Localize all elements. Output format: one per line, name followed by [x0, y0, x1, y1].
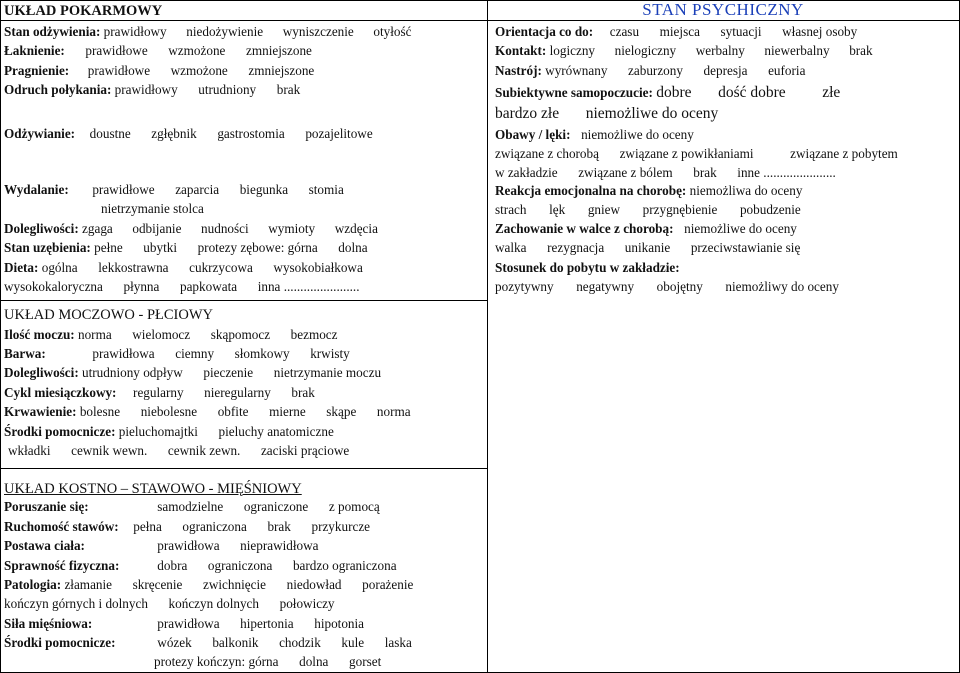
field-label: Stosunek do pobytu w zakładzie:	[495, 260, 680, 275]
option[interactable]: niemożliwy do oceny	[725, 279, 839, 294]
option[interactable]: pełne	[94, 240, 123, 255]
option[interactable]: zwichnięcie	[203, 577, 266, 592]
option[interactable]: pieczenie	[203, 365, 254, 380]
row-zachowanie	[495, 220, 797, 238]
option[interactable]: utrudniony odpływ	[82, 365, 183, 380]
option[interactable]: protezy zębowe: górna	[197, 240, 318, 255]
option[interactable]: odbijanie	[132, 221, 182, 236]
option[interactable]: wzmożone	[170, 63, 228, 78]
row-barwa	[4, 345, 350, 363]
option[interactable]: sytuacji	[720, 24, 762, 39]
option[interactable]: wkładki	[8, 443, 51, 458]
option[interactable]: wysokobiałkowa	[273, 260, 363, 275]
option[interactable]: samodzielne	[157, 499, 224, 514]
field-label: Barwa:	[4, 346, 46, 361]
option[interactable]: unikanie	[624, 240, 671, 255]
option[interactable]: papkowata	[179, 279, 238, 294]
row-obawy-cont	[495, 145, 898, 163]
option[interactable]: utrudniony	[198, 82, 257, 97]
row-reakcja-cont	[495, 201, 801, 219]
option[interactable]: dolna	[338, 240, 368, 255]
option[interactable]: zaparcia	[175, 182, 220, 197]
option[interactable]: skąpe	[326, 404, 357, 419]
section-title: UKŁAD KOSTNO – STAWOWO - MIĘŚNIOWY	[4, 481, 302, 497]
field-label: Orientacja co do:	[495, 24, 594, 39]
field-label: Cykl miesiączkowy:	[4, 385, 117, 400]
option[interactable]: zgaga	[82, 221, 113, 236]
option[interactable]: logiczny	[549, 43, 596, 58]
field-label: Zachowanie w walce z chorobą:	[495, 221, 674, 236]
option[interactable]: krwisty	[310, 346, 350, 361]
option[interactable]: nudności	[201, 221, 249, 236]
option[interactable]: lęk	[549, 202, 566, 217]
option[interactable]: pobudzenie	[739, 202, 801, 217]
option[interactable]: prawidłowe	[85, 43, 148, 58]
option[interactable]: ograniczone	[243, 499, 309, 514]
option[interactable]: nieregularny	[204, 385, 271, 400]
option[interactable]: pieluchomajtki	[118, 424, 198, 439]
option[interactable]: obojętny	[656, 279, 703, 294]
option[interactable]: cukrzycowa	[189, 260, 253, 275]
option[interactable]: ograniczona	[182, 519, 247, 534]
option[interactable]: zgłębnik	[151, 126, 197, 141]
option[interactable]: gorset	[349, 654, 382, 669]
option[interactable]: kończyn górnych i dolnych	[4, 596, 148, 611]
option[interactable]: złe	[822, 84, 841, 101]
option[interactable]: przygnębienie	[642, 202, 718, 217]
option[interactable]: strach	[495, 202, 527, 217]
field-label: Ruchomość stawów:	[4, 519, 119, 534]
option[interactable]: niewerbalny	[764, 43, 830, 58]
field-label: Nastrój:	[495, 63, 542, 78]
field-label: Subiektywne samopoczucie:	[495, 85, 653, 100]
option[interactable]: inne ......................	[737, 165, 836, 180]
option[interactable]: przeciwstawianie się	[690, 240, 801, 255]
option[interactable]: z pomocą	[328, 499, 380, 514]
option[interactable]: zaciski prąciowe	[260, 443, 350, 458]
option[interactable]: prawidłowa	[92, 346, 155, 361]
option[interactable]: złamanie	[64, 577, 113, 592]
field-label: Ilość moczu:	[4, 327, 75, 342]
row-orientacja	[495, 23, 857, 41]
option[interactable]: ciemny	[175, 346, 215, 361]
row-poruszanie	[4, 498, 380, 516]
option[interactable]: czasu	[609, 24, 640, 39]
option[interactable]: pozytywny	[495, 279, 554, 294]
option[interactable]: słomkowy	[234, 346, 290, 361]
option[interactable]: bardzo złe	[495, 105, 560, 122]
option[interactable]: prawidłowy	[114, 82, 178, 97]
option[interactable]: kończyn dolnych	[168, 596, 259, 611]
option[interactable]: protezy kończyn: górna	[154, 654, 279, 669]
option[interactable]: norma	[376, 404, 411, 419]
option[interactable]: werbalny	[695, 43, 745, 58]
option[interactable]: niedowład	[286, 577, 342, 592]
option[interactable]: nieprawidłowa	[240, 538, 319, 553]
option[interactable]: własnej osoby	[782, 24, 858, 39]
row-srodki-mocz	[4, 423, 334, 441]
option[interactable]: niemożliwe do oceny	[585, 105, 719, 122]
option[interactable]: regularny	[133, 385, 184, 400]
option[interactable]: ubytki	[143, 240, 177, 255]
field-label: Kontakt:	[495, 43, 547, 58]
field-label: Dieta:	[4, 260, 39, 275]
option[interactable]: nietrzymanie stolca	[101, 201, 204, 216]
option[interactable]: związane z pobytem	[790, 146, 898, 161]
option[interactable]: wysokokaloryczna	[4, 279, 103, 294]
option[interactable]: cewnik zewn.	[167, 443, 241, 458]
row-postawa	[4, 537, 319, 555]
option[interactable]: połowiczy	[279, 596, 335, 611]
option[interactable]: norma	[77, 327, 112, 342]
field-label: Dolegliwości:	[4, 365, 79, 380]
option[interactable]: wzmożone	[168, 43, 226, 58]
option[interactable]: wzdęcia	[334, 221, 378, 236]
option[interactable]: wyrównany	[545, 63, 608, 78]
option[interactable]: laska	[384, 635, 412, 650]
column-divider	[487, 0, 488, 673]
row-divider	[487, 20, 959, 21]
field-label: Patologia:	[4, 577, 62, 592]
option[interactable]: przykurcze	[311, 519, 371, 534]
option[interactable]: brak	[849, 43, 873, 58]
option[interactable]: nielogiczny	[614, 43, 677, 58]
row-srodki-kostno	[4, 634, 412, 652]
section-title: UKŁAD POKARMOWY	[4, 3, 163, 19]
option[interactable]: dobra	[157, 558, 188, 573]
option[interactable]: pełna	[133, 519, 162, 534]
row-laknienie	[4, 42, 312, 60]
field-label: Obawy / lęki:	[495, 127, 571, 142]
option[interactable]: mierne	[269, 404, 306, 419]
option[interactable]: związane z chorobą	[495, 146, 599, 161]
field-label: Środki pomocnicze:	[4, 635, 116, 650]
row-odzywianie	[4, 125, 373, 143]
option[interactable]: zaburzony	[628, 63, 683, 78]
option[interactable]: stomia	[308, 182, 344, 197]
field-label: Odruch połykania:	[4, 82, 112, 97]
option[interactable]: brak	[291, 385, 315, 400]
row-srodki-kostno-cont	[154, 653, 381, 671]
option[interactable]: bolesne	[79, 404, 121, 419]
row-srodki-mocz-cont	[8, 442, 349, 460]
field-label: Stan odżywienia:	[4, 24, 101, 39]
row-krwawienie	[4, 403, 411, 421]
option[interactable]: niemożliwe do oceny	[684, 221, 797, 236]
option[interactable]: hipertonia	[240, 616, 294, 631]
option[interactable]: płynna	[123, 279, 160, 294]
option[interactable]: pozajelitowe	[305, 126, 373, 141]
option[interactable]: prawidłowa	[157, 538, 220, 553]
row-reakcja	[495, 182, 802, 200]
option[interactable]: doustne	[89, 126, 131, 141]
option[interactable]: bezmocz	[290, 327, 338, 342]
option[interactable]: skąpomocz	[210, 327, 271, 342]
option[interactable]: kule	[341, 635, 365, 650]
option[interactable]: cewnik wewn.	[71, 443, 148, 458]
field-label: Poruszanie się:	[4, 499, 89, 514]
option[interactable]: ograniczona	[207, 558, 273, 573]
option[interactable]: chodzik	[279, 635, 321, 650]
option[interactable]: brak	[276, 82, 301, 97]
row-obawy-cont2	[495, 164, 836, 182]
option[interactable]: w zakładzie	[495, 165, 558, 180]
field-label: Pragnienie:	[4, 63, 70, 78]
field-label: Łaknienie:	[4, 43, 65, 58]
row-wydalanie	[4, 181, 344, 199]
option[interactable]: skręcenie	[132, 577, 183, 592]
row-dieta	[4, 259, 363, 277]
option[interactable]: porażenie	[362, 577, 414, 592]
option[interactable]: rezygnacja	[547, 240, 605, 255]
section-title: STAN PSYCHICZNY	[642, 0, 804, 19]
row-divider	[0, 20, 487, 21]
option[interactable]: balkonik	[212, 635, 259, 650]
row-odruch-polykania	[4, 81, 300, 99]
row-patologia-cont	[4, 595, 335, 613]
row-dolegliwosci-mocz	[4, 364, 381, 382]
option[interactable]: prawidłowy	[103, 24, 167, 39]
option[interactable]: dobre	[656, 84, 692, 101]
row-patologia	[4, 576, 413, 594]
option[interactable]: prawidłowa	[157, 616, 220, 631]
option[interactable]: związane z powikłaniami	[619, 146, 754, 161]
option[interactable]: pieluchy anatomiczne	[218, 424, 334, 439]
option[interactable]: depresja	[703, 63, 748, 78]
option[interactable]: nietrzymanie moczu	[273, 365, 382, 380]
row-dieta-cont	[4, 278, 360, 296]
row-kontakt	[495, 42, 873, 60]
option[interactable]: wyniszczenie	[282, 24, 354, 39]
row-divider	[0, 468, 487, 469]
row-subiektywne-cont	[495, 105, 718, 123]
section-title: UKŁAD MOCZOWO - PŁCIOWY	[4, 307, 214, 323]
option[interactable]: miejsca	[659, 24, 700, 39]
row-dolegliwosci	[4, 220, 378, 238]
field-label: Środki pomocnicze:	[4, 424, 116, 439]
field-label: Stan uzębienia:	[4, 240, 91, 255]
option[interactable]: zmniejszone	[246, 43, 312, 58]
option[interactable]: wózek	[157, 635, 192, 650]
option[interactable]: walka	[495, 240, 527, 255]
field-label: Dolegliwości:	[4, 221, 79, 236]
option[interactable]: niebolesne	[140, 404, 198, 419]
row-nastroj	[495, 62, 805, 80]
option[interactable]: hipotonia	[314, 616, 365, 631]
option[interactable]: bardzo ograniczona	[292, 558, 397, 573]
option[interactable]: ogólna	[41, 260, 78, 275]
row-sila	[4, 615, 364, 633]
option[interactable]: otyłość	[373, 24, 412, 39]
row-obawy	[495, 126, 694, 144]
row-zachowanie-cont	[495, 239, 800, 257]
row-subiektywne	[495, 84, 840, 102]
row-cykl	[4, 384, 315, 402]
row-ruchomosc	[4, 518, 370, 536]
option[interactable]: brak	[693, 165, 717, 180]
option[interactable]: niedożywienie	[186, 24, 264, 39]
field-label: Wydalanie:	[4, 182, 69, 197]
option[interactable]: inna .......................	[257, 279, 360, 294]
option[interactable]: gastrostomia	[217, 126, 285, 141]
field-label: Siła mięśniowa:	[4, 616, 93, 631]
field-label: Krwawienie:	[4, 404, 77, 419]
option[interactable]: lekkostrawna	[98, 260, 169, 275]
option[interactable]: niemożliwa do oceny	[689, 183, 803, 198]
option[interactable]: obfite	[217, 404, 249, 419]
row-pragnienie	[4, 62, 314, 80]
row-stosunek-cont	[495, 278, 839, 296]
option[interactable]: brak	[267, 519, 291, 534]
option[interactable]: zmniejszone	[248, 63, 315, 78]
field-label: Postawa ciała:	[4, 538, 85, 553]
option[interactable]: biegunka	[239, 182, 289, 197]
option[interactable]: negatywny	[576, 279, 635, 294]
option[interactable]: związane z bólem	[578, 165, 673, 180]
option[interactable]: niemożliwe do oceny	[581, 127, 694, 142]
option[interactable]: dolna	[299, 654, 329, 669]
option[interactable]: prawidłowe	[87, 63, 151, 78]
option[interactable]: wymioty	[268, 221, 316, 236]
row-sprawnosc	[4, 557, 397, 575]
option[interactable]: dość dobre	[718, 84, 786, 101]
field-label: Sprawność fizyczna:	[4, 558, 120, 573]
row-divider	[0, 300, 487, 301]
option[interactable]: prawidłowe	[92, 182, 155, 197]
row-ilosc-moczu	[4, 326, 338, 344]
field-label: Odżywianie:	[4, 126, 76, 141]
field-label: Reakcja emocjonalna na chorobę:	[495, 183, 687, 198]
row-stan-uzebienia	[4, 239, 368, 257]
option[interactable]: wielomocz	[132, 327, 191, 342]
option[interactable]: euforia	[768, 63, 806, 78]
option[interactable]: gniew	[587, 202, 621, 217]
row-stan-odzywienia	[4, 23, 411, 41]
row-stosunek	[495, 259, 680, 277]
